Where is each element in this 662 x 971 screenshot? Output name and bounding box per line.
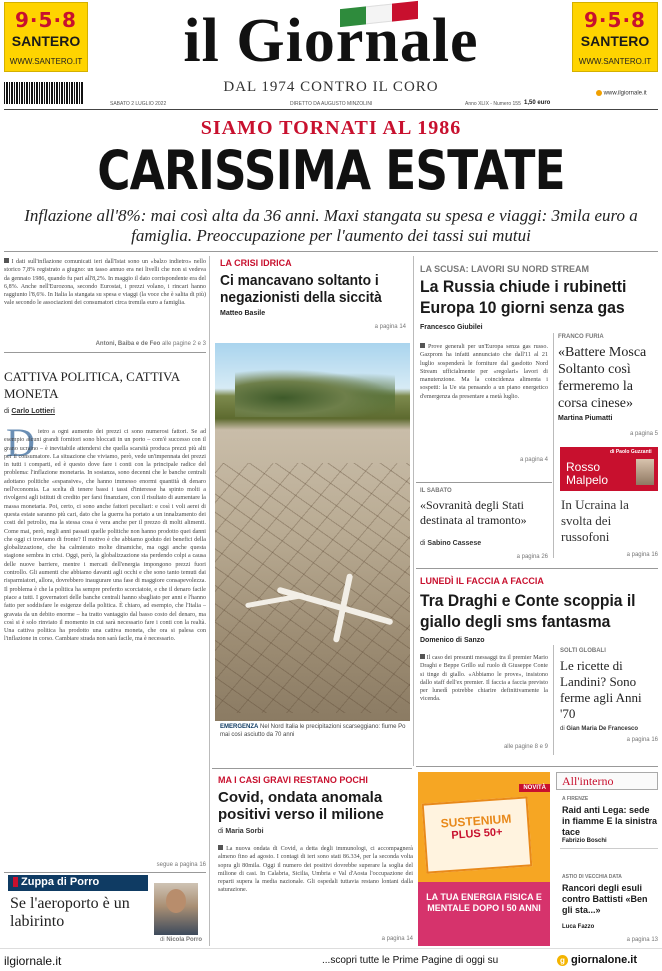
director-line: DIRETTO DA AUGUSTO MINZOLINI bbox=[290, 101, 373, 107]
covid-page-ref[interactable]: a pagina 14 bbox=[381, 936, 413, 942]
interno-header-box bbox=[556, 772, 658, 790]
lead-page-ref[interactable]: alle pagine 2 e 3 bbox=[161, 341, 206, 347]
barcode-icon bbox=[4, 82, 84, 104]
covid-headline[interactable]: Covid, ondata anomala positivi verso il milione bbox=[218, 789, 384, 823]
rosso-author: di Paolo Guzzanti bbox=[610, 449, 652, 455]
product-box bbox=[422, 796, 533, 873]
covid-body bbox=[218, 845, 413, 933]
bullet-icon bbox=[420, 654, 425, 659]
interno-author-1: Fabrizio Boschi bbox=[562, 838, 607, 844]
interno-kicker-1: A FIRENZE bbox=[562, 796, 589, 802]
interno-header: All'interno bbox=[562, 774, 614, 788]
lead-body bbox=[4, 258, 206, 336]
landini-kicker: SOLTI GLOBALI bbox=[560, 648, 606, 654]
zuppa-label bbox=[8, 875, 148, 891]
author-portrait-photo bbox=[636, 459, 654, 485]
lead-headline[interactable]: CARISSIMA ESTATE bbox=[97, 139, 565, 202]
editorial-author: Carlo Lottieri bbox=[11, 408, 55, 415]
masthead-motto: DAL 1974 CONTRO IL CORO bbox=[223, 79, 439, 95]
interno-headline-2[interactable]: Rancori degli esuli contro Battisti «Ben gli sta...» bbox=[562, 883, 648, 915]
lead-subhead: Inflazione all'8%: mai così alta da 36 anni. Maxi stangata su spesa e viaggi: 3mila euro a famiglia. Preoccupazione per l'aumento dei tassi sui mutui bbox=[24, 206, 638, 245]
bullet-icon bbox=[420, 343, 425, 348]
ad-number: 9·5·8 bbox=[15, 8, 77, 32]
ad-url: WWW.SANTERO.IT bbox=[578, 57, 652, 66]
russia-headline[interactable]: La Russia chiude i rubinetti Europa 10 giorni senza gas bbox=[420, 277, 627, 317]
crisi-headline[interactable]: Ci mancavano soltanto i negazionisti della siccità bbox=[220, 272, 382, 306]
footer-left-link[interactable]: ilgiornale.it bbox=[4, 954, 62, 968]
price: 1,50 euro bbox=[524, 100, 551, 106]
ad-brand: SANTERO bbox=[580, 33, 650, 49]
zuppa-headline: Se l'aeroporto è un labirinto bbox=[10, 895, 130, 930]
bullet-icon bbox=[4, 258, 9, 263]
rosso-label-line2: Malpelo bbox=[566, 473, 609, 487]
lead-authors: Antoni, Baiba e de Feo bbox=[95, 341, 161, 347]
lead-credit bbox=[4, 341, 206, 347]
covid-author: Maria Sorbi bbox=[225, 828, 264, 835]
website: www.ilgiornale.it bbox=[603, 90, 647, 97]
landini-byline: di Gian Maria De Francesco bbox=[560, 726, 639, 732]
ad-badge: NOVITÀ bbox=[519, 784, 550, 792]
sabato-page-ref[interactable]: a pagina 26 bbox=[516, 554, 548, 560]
crisi-author: Matteo Basile bbox=[220, 310, 266, 317]
furia-page-ref[interactable]: a pagina 5 bbox=[629, 431, 658, 437]
lead-overline: SIAMO TORNATI AL 1986 bbox=[200, 117, 462, 139]
landini-author: Gian Maria De Francesco bbox=[566, 726, 639, 732]
russia-kicker: LA SCUSA: LAVORI SU NORD STREAM bbox=[420, 264, 590, 274]
russia-page-ref[interactable]: a pagina 4 bbox=[519, 457, 548, 463]
issue-line: Anno XLIX - Numero 155 bbox=[465, 101, 521, 107]
label-marker-icon bbox=[13, 877, 18, 887]
author-portrait-photo bbox=[154, 883, 198, 935]
ad-brand: SUSTENIUM bbox=[440, 811, 512, 831]
russia-author: Francesco Giubilei bbox=[420, 324, 483, 331]
ad-product: PLUS 50+ bbox=[451, 826, 503, 842]
santero-ad-right[interactable] bbox=[572, 2, 658, 72]
ad-tagline: LA TUA ENERGIA FISICA E MENTALE DOPO I 50 ANNI bbox=[418, 882, 550, 946]
crisi-page-ref[interactable]: a pagina 14 bbox=[374, 324, 406, 330]
footer-right-link[interactable]: giornalone.it bbox=[571, 954, 637, 966]
rosso-headline: In Ucraina la svolta dei russofoni bbox=[561, 497, 629, 544]
landini-page-ref[interactable]: a pagina 16 bbox=[626, 737, 658, 743]
covid-body-text: La nuova ondata di Covid, a detta degli immunologi, ci accompagnerà almeno fino ad agosto. I contagi di ieri sono stati 86.334, per la seconda volta sopra gli 80mila. Oggi il numero dei positivi dovrebbe superare la soglia del milione di casi. In Calabria, Sicilia, Umbria e Val d'Aosta l'occupazione dei reparti supera la media nazionale. Gli ospedali tuttavia restano lontani dalla saturazione. bbox=[218, 846, 413, 894]
sabato-headline[interactable]: «Sovranità degli Stati destinata al tramonto» bbox=[420, 498, 527, 527]
editorial-byline bbox=[4, 408, 55, 415]
rosso-author-name: Paolo Guzzanti bbox=[615, 449, 652, 455]
interno-kicker-2: ASTIO DI VECCHIA DATA bbox=[562, 874, 622, 880]
draghi-body bbox=[420, 654, 548, 738]
sabato-author: Sabino Cassese bbox=[427, 540, 482, 547]
santero-ad-left[interactable] bbox=[4, 2, 88, 72]
interno-headline-1[interactable]: Raid anti Lega: sede in fiamme E la sinistra tace bbox=[562, 805, 658, 837]
caption-label: EMERGENZA bbox=[220, 724, 259, 730]
photo-caption bbox=[220, 723, 408, 739]
draghi-headline[interactable]: Tra Draghi e Conte scoppia il giallo degli sms fantasma bbox=[420, 591, 636, 631]
russia-body bbox=[420, 343, 548, 455]
footer-center-text: ...scopri tutte le Prime Pagine di oggi su bbox=[322, 955, 499, 966]
zuppa-author: di Nicola Porro bbox=[159, 937, 202, 943]
ad-number: 9·5·8 bbox=[584, 8, 646, 32]
furia-headline[interactable]: «Battere Mosca Soltanto così fermeremo la corsa cinese» bbox=[558, 345, 647, 411]
draghi-body-text: Il caso dei presunti messaggi tra il premier Mario Draghi e Beppe Grillo sul ruolo di Giuseppe Conte si tinge di giallo. «Abbiamo le prove», insistono dallo staff dell'ex premier. Il faccia a faccia previsto per lunedì potrebbe chiarire definitivamente la vicenda. bbox=[420, 655, 548, 703]
covid-byline: di Maria Sorbi bbox=[218, 828, 264, 835]
sabato-kicker: IL SABATO bbox=[420, 488, 452, 494]
landini-headline[interactable]: Le ricette di Landini? Sono ferme agli Anni '70 bbox=[560, 658, 642, 721]
rosso-malpelo-box[interactable] bbox=[560, 447, 658, 491]
sabato-byline: di Sabino Cassese bbox=[420, 540, 482, 547]
editorial-title[interactable]: CATTIVA POLITICA, CATTIVA MONETA bbox=[4, 369, 180, 401]
editorial-body: ietro a ogni aumento dei prezzi ci sono numerosi fattori. Se ad esempio alcuni grandi fornitori sono bloccati in un porto – com'è successo con il grano ucraino – è inevitabile attendersi che quella scarsità produca prezzi più alti per il consumatore. La situazione che viviamo, però, vede un'impennata dei prezzi in tutti i comparti, ed è questo dove fare i conti con la principale radice del problema: l'inflazione monetaria. In sostanza, sono decenni che le banche centrali adottano politiche «espansive», che hanno immesso enormi quantità di denaro nell'economia. La scelta di tenere bassi i tassi d'interesse ha spinto molti a rivolgersi agli istituti di credito per farsi finanziare, con il risultato di aumentare la massa monetaria. Poi, certo, ci sono anche fattori peculiari: e così i voli aerei di questa estate saranno più cari, dato che la guerra ha portato a un innalzamento dei costi del petrolio, ma la stessa cosa è vera anche per il prezzo di molti alimenti. Come mai, però, negli anni passati quelle politiche non hanno prodotto quei danni che oggi ci troviamo di fronte? Il motivo è che abbiamo goduto dei benefici della globalizzazione, che ha calmierato molte dinamiche, ma oggi anche questa stagione sembra in crisi. Oggi, però, la globalizzazione sta perdendo colpi a causa delle nuove barriere, mentre i mercati dell'energia impongono prezzi fuori controllo. Gli aumenti che abbiamo davanti agli occhi e che sono tanto temuti dai risparmiatori, allora, dovrebbero inaugurare una fase di maggiore consapevolezza. Il problema è che la politica ha sempre preferito scorciatoie, e che il denaro facile piace a tutti. I governatori delle banche centrali hanno sbagliato per anni e l'hanno fatto per soddisfare le esigenze della politica. È chiaro, ad esempio, che l'Italia – gravata da un debito enorme – ha tratto vantaggio dal basso costo del denaro, ma così si è solo rinviato il momento in cui sarà necessario fare i conti con la realtà. Una cattiva politica ha prodotto una cattiva moneta, che ora si palesa con l'inflazione in corso. Cambiare strada non sarà facile, ma è necessario. bbox=[4, 429, 206, 643]
giornalone-logo-icon: g bbox=[557, 955, 568, 966]
masthead-title[interactable]: il Giornale bbox=[183, 7, 479, 75]
zuppa-author-name: Nicola Porro bbox=[166, 937, 202, 943]
zuppa-label-text: Zuppa di Porro bbox=[21, 876, 100, 888]
furia-author: Martina Piumatti bbox=[558, 415, 613, 422]
rosso-label bbox=[566, 461, 608, 487]
furia-kicker: FRANCO FURIA bbox=[558, 334, 604, 340]
covid-kicker: MA I CASI GRAVI RESTANO POCHI bbox=[218, 775, 368, 785]
drought-photo[interactable] bbox=[215, 343, 410, 721]
editorial-dropcap: D bbox=[6, 420, 35, 465]
date-line: SABATO 2 LUGLIO 2022 bbox=[110, 101, 167, 107]
ad-url: WWW.SANTERO.IT bbox=[9, 57, 83, 66]
globe-icon bbox=[596, 90, 602, 96]
draghi-author: Domenico di Sanzo bbox=[420, 637, 485, 644]
website-line bbox=[596, 90, 647, 97]
editorial-page-ref[interactable]: segue a pagina 16 bbox=[156, 862, 206, 868]
draghi-kicker: LUNEDÌ IL FACCIA A FACCIA bbox=[420, 576, 544, 586]
draghi-page-ref[interactable]: alle pagine 8 e 9 bbox=[503, 744, 548, 750]
crisi-kicker: LA CRISI IDRICA bbox=[220, 258, 292, 268]
sustenium-ad[interactable] bbox=[418, 772, 550, 946]
rosso-page-ref[interactable]: a pagina 16 bbox=[626, 552, 658, 558]
bullet-icon bbox=[218, 845, 223, 850]
lead-body-text: I dati sull'inflazione comunicati ieri dall'Istat sono un «balzo indietro» nello storico 7,8% registrato a giugno: un tasso annuo era nei livelli che non si vedeva da gennaio 1986, quando fu pari all'8,2%. In maggio il dato corrispondente era del 6,8%. Anche nell'Eurozona, secondo Eurostat, i prezzi volano, i rincari hanno raggiunto l'8,6%. In Italia la stangata su spesa e viaggi (la voce che è salita di più) vale secondo le associazioni dei consumatori circa tremila euro a famiglia. bbox=[4, 259, 206, 307]
rosso-label-line1: Rosso bbox=[566, 460, 601, 474]
caption-text: Nel Nord Italia le precipitazioni scarseggiano: fiume Po mai così asciutto da 70 anni bbox=[220, 724, 406, 738]
zuppa-box[interactable] bbox=[4, 872, 206, 946]
russia-body-text: Prove generali per un'Europa senza gas russo. Gazprom ha infatti annunciato che dall'11 al 21 luglio sospenderà le forniture dal gasdotto Nord Stream ufficialmente per «regolari» lavori di manutenzione. Ma la coincidenza alimenta i sospetti: la Ue sta pensando a un piano energetico d'emergenza da presentare a metà luglio. bbox=[420, 344, 548, 400]
author-prefix: di bbox=[4, 408, 10, 415]
interno-page-ref[interactable]: a pagina 13 bbox=[626, 937, 658, 943]
footer-bar bbox=[0, 948, 662, 971]
interno-author-2: Luca Fazzo bbox=[562, 924, 595, 930]
ad-brand: SANTERO bbox=[11, 33, 81, 49]
